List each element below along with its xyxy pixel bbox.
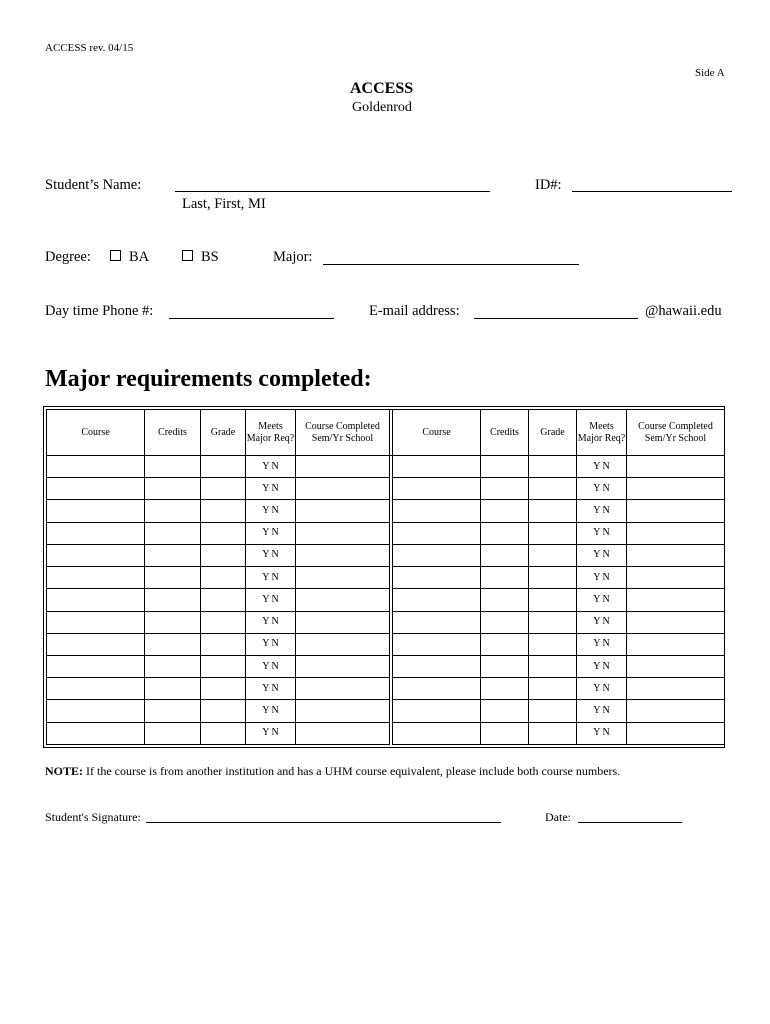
- date-label: Date:: [545, 810, 571, 824]
- grade-right-cell[interactable]: [529, 478, 577, 500]
- meets-left-cell[interactable]: Y N: [246, 700, 296, 722]
- grade-right-cell[interactable]: [529, 500, 577, 522]
- id-field[interactable]: [572, 191, 732, 192]
- col-header-credits-right: Credits: [481, 410, 529, 456]
- credits-right-cell[interactable]: [481, 678, 529, 700]
- completed-right-cell[interactable]: [627, 456, 725, 478]
- student-name-field[interactable]: [175, 191, 490, 192]
- completed-right-cell[interactable]: [627, 611, 725, 633]
- phone-label: Day time Phone #:: [45, 303, 154, 319]
- grade-right-cell[interactable]: [529, 544, 577, 566]
- completed-left-cell[interactable]: [296, 544, 390, 566]
- credits-right-cell[interactable]: [481, 589, 529, 611]
- side-label: Side A: [695, 67, 725, 79]
- grade-right-cell[interactable]: [529, 456, 577, 478]
- completed-right-cell[interactable]: [627, 567, 725, 589]
- credits-left-cell[interactable]: [145, 456, 201, 478]
- signature-field[interactable]: [146, 822, 501, 823]
- bs-label: BS: [201, 249, 219, 265]
- table-row: [47, 678, 725, 700]
- course-right-cell[interactable]: [393, 567, 481, 589]
- meets-left-cell[interactable]: Y N: [246, 678, 296, 700]
- completed-left-cell[interactable]: [296, 567, 390, 589]
- completed-right-cell[interactable]: [627, 700, 725, 722]
- meets-right-cell[interactable]: Y N: [577, 500, 627, 522]
- id-label: ID#:: [535, 177, 562, 193]
- credits-left-cell[interactable]: [145, 678, 201, 700]
- completed-left-cell[interactable]: [296, 522, 390, 544]
- credits-left-cell[interactable]: [145, 722, 201, 744]
- table-row: [47, 722, 725, 744]
- credits-right-cell[interactable]: [481, 456, 529, 478]
- course-right-cell[interactable]: [393, 544, 481, 566]
- meets-right-cell[interactable]: Y N: [577, 678, 627, 700]
- email-label: E-mail address:: [369, 303, 460, 319]
- completed-left-cell[interactable]: [296, 700, 390, 722]
- grade-left-cell[interactable]: [201, 544, 246, 566]
- course-right-cell[interactable]: [393, 456, 481, 478]
- completed-right-cell[interactable]: [627, 500, 725, 522]
- completed-left-cell[interactable]: [296, 500, 390, 522]
- completed-left-cell[interactable]: [296, 722, 390, 744]
- course-left-cell[interactable]: [47, 611, 145, 633]
- note-body: If the course is from another institution and has a UHM course equivalent, please include both course numbers.: [83, 764, 621, 778]
- grade-right-cell[interactable]: [529, 655, 577, 677]
- credits-right-cell[interactable]: [481, 500, 529, 522]
- credits-left-cell[interactable]: [145, 611, 201, 633]
- meets-right-cell[interactable]: Y N: [577, 456, 627, 478]
- course-left-cell[interactable]: [47, 700, 145, 722]
- degree-ba-option[interactable]: [110, 249, 149, 266]
- course-left-cell[interactable]: [47, 567, 145, 589]
- ba-checkbox[interactable]: [110, 250, 121, 261]
- course-right-cell[interactable]: [393, 633, 481, 655]
- grade-left-cell[interactable]: [201, 633, 246, 655]
- date-field[interactable]: [578, 822, 682, 823]
- grade-left-cell[interactable]: [201, 522, 246, 544]
- table-row: [47, 500, 725, 522]
- completed-right-cell[interactable]: [627, 544, 725, 566]
- grade-right-cell[interactable]: [529, 589, 577, 611]
- grade-right-cell[interactable]: [529, 700, 577, 722]
- grade-right-cell[interactable]: [529, 633, 577, 655]
- course-right-cell[interactable]: [393, 655, 481, 677]
- course-right-cell[interactable]: [393, 722, 481, 744]
- meets-right-cell[interactable]: Y N: [577, 700, 627, 722]
- col-header-grade-right: Grade: [529, 410, 577, 456]
- table-row: [47, 544, 725, 566]
- completed-left-cell[interactable]: [296, 611, 390, 633]
- credits-left-cell[interactable]: [145, 478, 201, 500]
- credits-left-cell[interactable]: [145, 567, 201, 589]
- meets-left-cell[interactable]: Y N: [246, 567, 296, 589]
- course-left-cell[interactable]: [47, 633, 145, 655]
- meets-left-cell[interactable]: Y N: [246, 544, 296, 566]
- table-row: [47, 633, 725, 655]
- col-header-credits-left: Credits: [145, 410, 201, 456]
- meets-left-cell[interactable]: Y N: [246, 633, 296, 655]
- degree-bs-option[interactable]: [182, 249, 219, 266]
- credits-left-cell[interactable]: [145, 700, 201, 722]
- completed-right-cell[interactable]: [627, 655, 725, 677]
- course-right-cell[interactable]: [393, 678, 481, 700]
- grade-left-cell[interactable]: [201, 456, 246, 478]
- grade-left-cell[interactable]: [201, 589, 246, 611]
- bs-checkbox[interactable]: [182, 250, 193, 261]
- note-label: NOTE:: [45, 764, 84, 778]
- major-label: Major:: [273, 249, 313, 265]
- table-row: [47, 478, 725, 500]
- course-left-cell[interactable]: [47, 544, 145, 566]
- credits-right-cell[interactable]: [481, 611, 529, 633]
- course-left-cell[interactable]: [47, 655, 145, 677]
- course-right-cell[interactable]: [393, 611, 481, 633]
- revision-text: ACCESS rev. 04/15: [45, 42, 134, 54]
- meets-left-cell[interactable]: Y N: [246, 456, 296, 478]
- credits-right-cell[interactable]: [481, 522, 529, 544]
- requirements-table: [43, 406, 725, 748]
- credits-right-cell[interactable]: [481, 722, 529, 744]
- grade-left-cell[interactable]: [201, 611, 246, 633]
- meets-right-cell[interactable]: Y N: [577, 522, 627, 544]
- phone-field[interactable]: [169, 318, 334, 319]
- credits-right-cell[interactable]: [481, 567, 529, 589]
- col-header-grade-left: Grade: [201, 410, 246, 456]
- meets-left-cell[interactable]: Y N: [246, 589, 296, 611]
- credits-left-cell[interactable]: [145, 500, 201, 522]
- note-text: [45, 764, 620, 779]
- completed-right-cell[interactable]: [627, 589, 725, 611]
- col-header-meets-right: Meets Major Req?: [577, 410, 627, 456]
- completed-left-cell[interactable]: [296, 478, 390, 500]
- col-header-course-right: Course: [393, 410, 481, 456]
- meets-right-cell[interactable]: Y N: [577, 722, 627, 744]
- table-row: [47, 522, 725, 544]
- meets-right-cell[interactable]: Y N: [577, 589, 627, 611]
- student-name-label: Student’s Name:: [45, 177, 142, 193]
- completed-left-cell[interactable]: [296, 589, 390, 611]
- completed-left-cell[interactable]: [296, 655, 390, 677]
- meets-left-cell[interactable]: Y N: [246, 478, 296, 500]
- degree-label: Degree:: [45, 249, 91, 265]
- grade-left-cell[interactable]: [201, 500, 246, 522]
- table-row: [47, 700, 725, 722]
- col-header-course-left: Course: [47, 410, 145, 456]
- table-row: [47, 567, 725, 589]
- ba-label: BA: [129, 249, 150, 265]
- credits-right-cell[interactable]: [481, 700, 529, 722]
- course-left-cell[interactable]: [47, 589, 145, 611]
- meets-right-cell[interactable]: Y N: [577, 478, 627, 500]
- major-field[interactable]: [323, 264, 579, 265]
- email-domain: @hawaii.edu: [645, 303, 722, 319]
- credits-left-cell[interactable]: [145, 589, 201, 611]
- grade-right-cell[interactable]: [529, 522, 577, 544]
- completed-right-cell[interactable]: [627, 522, 725, 544]
- meets-right-cell[interactable]: Y N: [577, 611, 627, 633]
- completed-right-cell[interactable]: [627, 478, 725, 500]
- grade-right-cell[interactable]: [529, 611, 577, 633]
- completed-right-cell[interactable]: [627, 633, 725, 655]
- grade-left-cell[interactable]: [201, 655, 246, 677]
- grade-right-cell[interactable]: [529, 678, 577, 700]
- grade-left-cell[interactable]: [201, 567, 246, 589]
- completed-right-cell[interactable]: [627, 678, 725, 700]
- meets-left-cell[interactable]: Y N: [246, 722, 296, 744]
- course-right-cell[interactable]: [393, 500, 481, 522]
- meets-left-cell[interactable]: Y N: [246, 655, 296, 677]
- grade-left-cell[interactable]: [201, 722, 246, 744]
- course-left-cell[interactable]: [47, 722, 145, 744]
- form-subtitle: Goldenrod: [352, 100, 412, 115]
- course-right-cell[interactable]: [393, 478, 481, 500]
- course-right-cell[interactable]: [393, 522, 481, 544]
- col-header-completed-right: Course Completed Sem/Yr School: [627, 410, 725, 456]
- credits-right-cell[interactable]: [481, 478, 529, 500]
- completed-left-cell[interactable]: [296, 456, 390, 478]
- course-right-cell[interactable]: [393, 589, 481, 611]
- student-name-hint: Last, First, MI: [182, 196, 266, 212]
- course-right-cell[interactable]: [393, 700, 481, 722]
- course-left-cell[interactable]: [47, 522, 145, 544]
- email-field[interactable]: [474, 318, 638, 319]
- completed-left-cell[interactable]: [296, 678, 390, 700]
- credits-left-cell[interactable]: [145, 655, 201, 677]
- course-left-cell[interactable]: [47, 678, 145, 700]
- meets-right-cell[interactable]: Y N: [577, 567, 627, 589]
- meets-left-cell[interactable]: Y N: [246, 500, 296, 522]
- credits-left-cell[interactable]: [145, 522, 201, 544]
- meets-left-cell[interactable]: Y N: [246, 611, 296, 633]
- meets-left-cell[interactable]: Y N: [246, 522, 296, 544]
- completed-right-cell[interactable]: [627, 722, 725, 744]
- meets-right-cell[interactable]: Y N: [577, 544, 627, 566]
- credits-left-cell[interactable]: [145, 544, 201, 566]
- table-row: [47, 456, 725, 478]
- credits-right-cell[interactable]: [481, 633, 529, 655]
- course-left-cell[interactable]: [47, 478, 145, 500]
- meets-right-cell[interactable]: Y N: [577, 655, 627, 677]
- grade-right-cell[interactable]: [529, 567, 577, 589]
- course-left-cell[interactable]: [47, 500, 145, 522]
- grade-left-cell[interactable]: [201, 678, 246, 700]
- col-header-completed-left: Course Completed Sem/Yr School: [296, 410, 390, 456]
- completed-left-cell[interactable]: [296, 633, 390, 655]
- table-row: [47, 589, 725, 611]
- table-row: [47, 655, 725, 677]
- grade-left-cell[interactable]: [201, 700, 246, 722]
- grade-right-cell[interactable]: [529, 722, 577, 744]
- signature-label: Student's Signature:: [45, 810, 141, 824]
- credits-right-cell[interactable]: [481, 544, 529, 566]
- course-left-cell[interactable]: [47, 456, 145, 478]
- col-header-meets-left: Meets Major Req?: [246, 410, 296, 456]
- credits-right-cell[interactable]: [481, 655, 529, 677]
- meets-right-cell[interactable]: Y N: [577, 633, 627, 655]
- grade-left-cell[interactable]: [201, 478, 246, 500]
- table-row: [47, 611, 725, 633]
- table-header-row: [47, 410, 725, 456]
- form-title: ACCESS: [350, 80, 414, 97]
- section-heading: Major requirements completed:: [45, 366, 372, 392]
- credits-left-cell[interactable]: [145, 633, 201, 655]
